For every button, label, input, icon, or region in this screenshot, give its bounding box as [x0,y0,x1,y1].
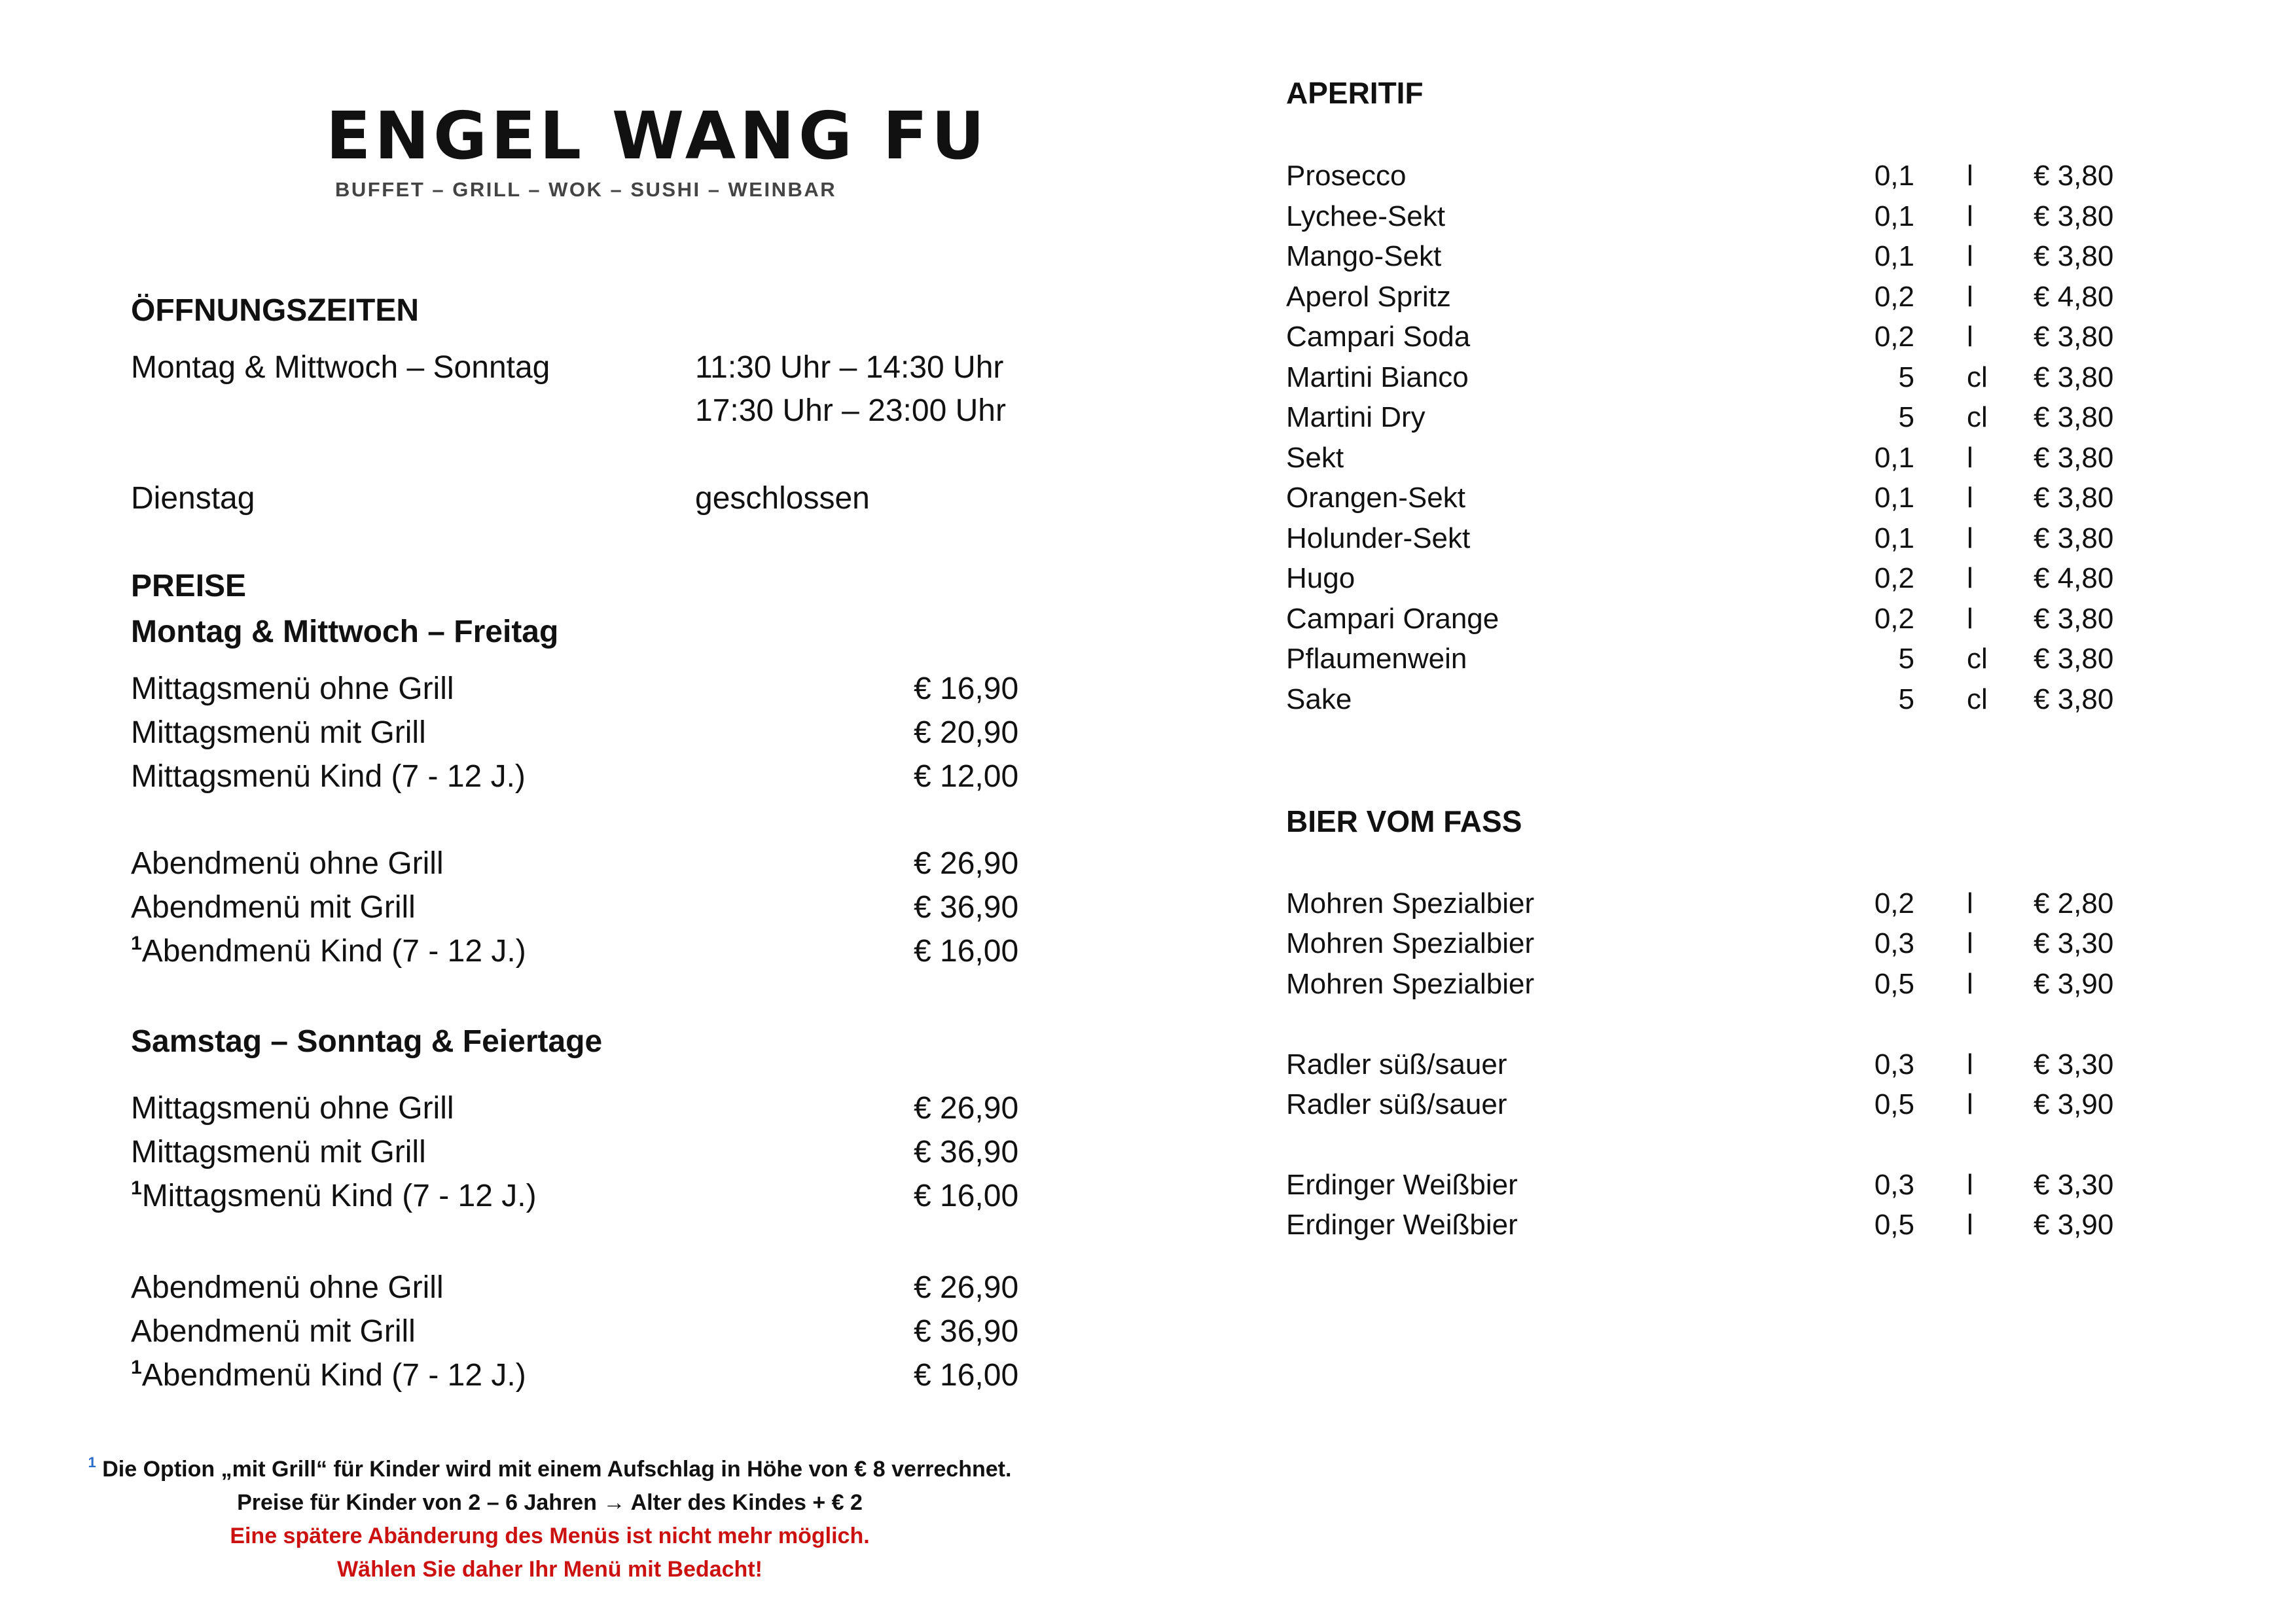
drink-price: € 3,80 [2034,401,2114,433]
price-item-name: Mittagsmenü ohne Grill [131,671,454,706]
drink-quantity: 0,2 [1874,280,1914,313]
drink-name: Martini Bianco [1286,361,1469,393]
drink-price: € 3,80 [2034,240,2114,272]
drink-unit: l [1967,280,1973,313]
prices-heading: PREISE [131,569,247,603]
drink-name: Erdinger Weißbier [1286,1209,1518,1241]
drink-quantity: 0,5 [1874,1209,1914,1241]
price-item-name: Abendmenü ohne Grill [131,846,444,881]
price-row [131,668,1034,711]
drink-quantity: 0,1 [1874,441,1914,474]
price-item-name [131,1354,526,1397]
drink-unit: l [1967,1209,1973,1241]
drink-row [1286,964,2137,1004]
drink-name: Martini Dry [1286,401,1426,433]
drink-quantity: 0,3 [1874,1169,1914,1201]
drink-row [1286,1205,2137,1245]
drink-quantity: 0,3 [1874,927,1914,959]
price-row [131,711,1034,755]
drink-quantity: 0,5 [1874,1088,1914,1120]
weekday-prices-heading: Montag & Mittwoch – Freitag [131,615,559,649]
drink-name: Hugo [1286,562,1355,594]
drink-name: Mango-Sekt [1286,240,1442,272]
drink-price: € 4,80 [2034,280,2114,313]
drink-row [1286,1165,2137,1205]
price-item-name: Abendmenü ohne Grill [131,1270,444,1305]
opening-days-label: Montag & Mittwoch – Sonntag [131,350,550,385]
drink-price: € 3,80 [2034,321,2114,353]
price-item-name [131,1175,537,1218]
drink-row [1286,236,2137,276]
drink-unit: l [1967,968,1973,1000]
price-item-price: € 36,90 [914,890,1019,925]
drink-quantity: 0,1 [1874,240,1914,272]
footnote-child-price [65,1486,1034,1520]
drink-unit: l [1967,522,1973,554]
weekend-prices-heading: Samstag – Sonntag & Feiertage [131,1024,603,1059]
drink-row [1286,357,2137,397]
drink-quantity: 0,2 [1874,602,1914,635]
drink-unit: l [1967,887,1973,919]
drink-quantity: 0,5 [1874,968,1914,1000]
price-row [131,886,1034,929]
drink-row [1286,518,2137,558]
drink-price: € 3,80 [2034,602,2114,635]
price-row [131,1310,1034,1353]
drink-row [1286,923,2137,963]
price-row [131,1131,1034,1174]
drink-name: Prosecco [1286,160,1407,192]
drink-price: € 3,80 [2034,361,2114,393]
footnote-warning: Eine spätere Abänderung des Menüs ist nicht mehr möglich. [230,1524,870,1548]
drink-row [1286,1044,2137,1084]
opening-time-dinner: 17:30 Uhr – 23:00 Uhr [695,393,1006,428]
drink-price: € 3,30 [2034,1048,2114,1080]
drink-quantity: 5 [1898,643,1914,675]
drink-price: € 3,80 [2034,441,2114,474]
drink-quantity: 0,2 [1874,321,1914,353]
drink-quantity: 0,1 [1874,200,1914,232]
drink-unit: cl [1967,683,1988,715]
price-item-name: Mittagsmenü mit Grill [131,1135,426,1169]
price-item-price: € 26,90 [914,1091,1019,1126]
price-item-name: Mittagsmenü ohne Grill [131,1091,454,1126]
drink-unit: l [1967,200,1973,232]
beer-heading: BIER VOM FASS [1286,804,1522,838]
drink-unit: l [1967,562,1973,594]
drink-unit: l [1967,1048,1973,1080]
drink-row [1286,156,2137,196]
closed-day-value: geschlossen [695,481,870,516]
drink-name: Pflaumenwein [1286,643,1467,675]
drink-name: Lychee-Sekt [1286,200,1445,232]
price-item-name: Mittagsmenü mit Grill [131,715,426,750]
drink-name: Orangen-Sekt [1286,482,1465,514]
aperitif-heading: APERITIF [1286,76,1424,110]
drink-quantity: 0,1 [1874,160,1914,192]
drink-name: Mohren Spezialbier [1286,887,1535,919]
footnote-marker: 1 [131,1357,142,1378]
drink-row [1286,883,2137,923]
drink-price: € 4,80 [2034,562,2114,594]
price-item-price: € 26,90 [914,846,1019,881]
drink-quantity: 0,2 [1874,887,1914,919]
footnote-marker: 1 [88,1454,96,1471]
price-row [131,930,1034,973]
drink-unit: l [1967,321,1973,353]
drink-quantity: 5 [1898,361,1914,393]
drink-quantity: 5 [1898,401,1914,433]
drink-price: € 3,80 [2034,683,2114,715]
restaurant-name: ENGEL WANG FU [326,98,989,174]
price-item-label: Abendmenü Kind (7 - 12 J.) [141,934,526,969]
price-row [131,755,1034,798]
drink-name: Campari Soda [1286,321,1471,353]
price-item-name: Abendmenü mit Grill [131,890,416,925]
drink-quantity: 0,2 [1874,562,1914,594]
drink-unit: cl [1967,401,1988,433]
drink-row [1286,317,2137,357]
arrow-right-icon: → [603,1490,626,1515]
drink-unit: l [1967,482,1973,514]
drink-price: € 3,90 [2034,1209,2114,1241]
drink-row [1286,1084,2137,1124]
price-item-price: € 12,00 [914,759,1019,794]
price-item-name: Abendmenü mit Grill [131,1314,416,1349]
price-row [131,1266,1034,1310]
drink-unit: l [1967,927,1973,959]
drink-name: Mohren Spezialbier [1286,968,1535,1000]
drink-name: Radler süß/sauer [1286,1088,1507,1120]
drink-price: € 3,80 [2034,160,2114,192]
price-item-name: Mittagsmenü Kind (7 - 12 J.) [131,759,526,794]
drink-price: € 3,30 [2034,927,2114,959]
price-item-price: € 36,90 [914,1135,1019,1169]
drink-row [1286,558,2137,598]
price-row [131,1175,1034,1218]
footnote-warning: Wählen Sie daher Ihr Menü mit Bedacht! [337,1557,762,1582]
price-row [131,1354,1034,1397]
closed-day-label: Dienstag [131,481,255,516]
drink-quantity: 5 [1898,683,1914,715]
drink-name: Aperol Spritz [1286,280,1451,313]
drink-price: € 3,80 [2034,643,2114,675]
drink-quantity: 0,1 [1874,482,1914,514]
drink-row [1286,639,2137,679]
drink-row [1286,397,2137,437]
drink-name: Campari Orange [1286,602,1499,635]
drink-unit: l [1967,1169,1973,1201]
drink-name: Mohren Spezialbier [1286,927,1535,959]
price-item-price: € 16,90 [914,671,1019,706]
footnote-marker: 1 [131,1177,142,1199]
drink-unit: l [1967,240,1973,272]
price-item-price: € 20,90 [914,715,1019,750]
drink-quantity: 0,3 [1874,1048,1914,1080]
price-item-label: Mittagsmenü Kind (7 - 12 J.) [141,1179,537,1213]
footnote-text: Alter des Kindes + € 2 [630,1490,863,1515]
drink-price: € 3,80 [2034,522,2114,554]
drink-name: Erdinger Weißbier [1286,1169,1518,1201]
price-item-name [131,930,526,973]
footnote-text: Die Option „mit Grill“ für Kinder wird mit einem Aufschlag in Höhe von € 8 verrechnet. [102,1457,1012,1482]
footnote-marker: 1 [131,933,142,954]
opening-hours-heading: ÖFFNUNGSZEITEN [131,293,419,328]
price-item-price: € 16,00 [914,934,1019,969]
drink-name: Sake [1286,683,1352,715]
drink-quantity: 0,1 [1874,522,1914,554]
drink-price: € 3,90 [2034,968,2114,1000]
drink-name: Radler süß/sauer [1286,1048,1507,1080]
drink-row [1286,679,2137,719]
restaurant-tagline: BUFFET – GRILL – WOK – SUSHI – WEINBAR [335,178,837,201]
drink-price: € 3,80 [2034,482,2114,514]
drink-row [1286,196,2137,236]
drink-row [1286,438,2137,478]
price-item-price: € 26,90 [914,1270,1019,1305]
drink-price: € 3,30 [2034,1169,2114,1201]
footnote-grill-surcharge [65,1453,1034,1486]
drink-price: € 2,80 [2034,887,2114,919]
drink-name: Sekt [1286,441,1344,474]
price-row [131,842,1034,885]
drink-unit: l [1967,160,1973,192]
drink-price: € 3,90 [2034,1088,2114,1120]
drink-row [1286,478,2137,518]
opening-time-lunch: 11:30 Uhr – 14:30 Uhr [695,350,1004,385]
price-item-price: € 36,90 [914,1314,1019,1349]
price-row [131,1087,1034,1130]
drink-unit: cl [1967,361,1988,393]
price-item-price: € 16,00 [914,1179,1019,1213]
drink-price: € 3,80 [2034,200,2114,232]
drink-row [1286,599,2137,639]
price-item-label: Abendmenü Kind (7 - 12 J.) [141,1358,526,1393]
drink-unit: l [1967,1088,1973,1120]
price-item-price: € 16,00 [914,1358,1019,1393]
footnote-text: Preise für Kinder von 2 – 6 Jahren [237,1490,597,1515]
drink-unit: cl [1967,643,1988,675]
drink-name: Holunder-Sekt [1286,522,1471,554]
drink-unit: l [1967,441,1973,474]
drink-unit: l [1967,602,1973,635]
drink-row [1286,277,2137,317]
